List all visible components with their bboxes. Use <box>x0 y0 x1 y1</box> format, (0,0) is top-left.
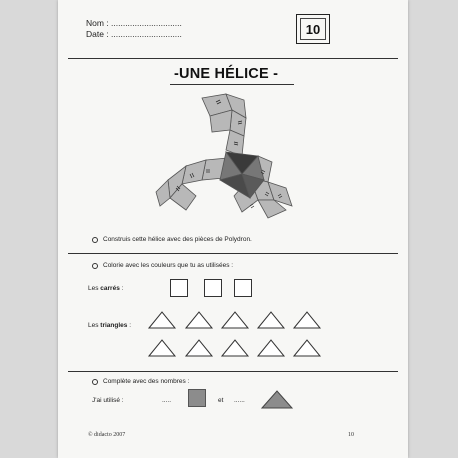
instruction-complete <box>92 378 189 385</box>
triangles-label-bold: triangles <box>100 322 128 329</box>
color-triangle-5[interactable] <box>294 312 320 328</box>
squares-label-bold: carrés <box>100 285 120 292</box>
worksheet-page <box>58 0 408 458</box>
squares-label-prefix: Les <box>88 285 101 292</box>
section-divider-1 <box>68 253 398 254</box>
squares-label-suffix: : <box>119 285 124 292</box>
instruction-complete-text: Complète avec des nombres : <box>103 378 190 385</box>
squares-label <box>88 285 123 292</box>
date-field: Date : .............................. <box>86 29 182 39</box>
triangles-label <box>88 322 131 329</box>
footer-copyright: © didacto 2007 <box>88 432 126 438</box>
color-triangle-4[interactable] <box>258 312 284 328</box>
color-triangle-9[interactable] <box>258 340 284 356</box>
title-underline <box>170 84 294 85</box>
color-triangle-10[interactable] <box>294 340 320 356</box>
color-triangle-3[interactable] <box>222 312 248 328</box>
instruction-construct-text: Construis cette hélice avec des pièces de Polydron. <box>103 236 252 243</box>
color-square-3[interactable] <box>234 279 252 297</box>
color-triangle-6[interactable] <box>149 340 175 356</box>
triangles-label-prefix: Les <box>88 322 101 329</box>
blade-left-piece-5 <box>156 180 170 206</box>
color-square-1[interactable] <box>170 279 188 297</box>
page-number-text: 10 <box>305 21 321 37</box>
color-triangle-1[interactable] <box>149 312 175 328</box>
page-number-badge <box>296 14 330 44</box>
triangles-label-suffix: : <box>127 322 132 329</box>
footer-page-number: 10 <box>348 432 354 438</box>
instruction-color-text: Colorie avec les couleurs que tu as utilisées : <box>103 262 234 269</box>
filled-square-sample <box>188 389 206 407</box>
blade-left-piece-2 <box>182 160 206 184</box>
header-divider <box>68 58 398 59</box>
instruction-construct <box>92 236 252 243</box>
page-title: -UNE HÉLICE - <box>174 66 279 82</box>
color-triangle-2[interactable] <box>186 312 212 328</box>
bullet-icon <box>92 237 98 243</box>
bullet-icon <box>92 263 98 269</box>
triangles-grid <box>146 306 326 362</box>
count-blank-triangles[interactable]: ...... <box>234 397 245 404</box>
color-triangle-7[interactable] <box>186 340 212 356</box>
color-square-2[interactable] <box>204 279 222 297</box>
filled-triangle-sample <box>260 388 294 410</box>
nom-field: Nom : .............................. <box>86 18 182 28</box>
instruction-color <box>92 262 233 269</box>
propeller-illustration <box>146 88 306 228</box>
section-divider-2 <box>68 371 398 372</box>
bullet-icon <box>92 379 98 385</box>
color-triangle-8[interactable] <box>222 340 248 356</box>
et-label: et <box>218 397 224 404</box>
count-blank-squares[interactable]: ..... <box>162 397 172 404</box>
used-label: J'ai utilisé : <box>92 397 124 404</box>
